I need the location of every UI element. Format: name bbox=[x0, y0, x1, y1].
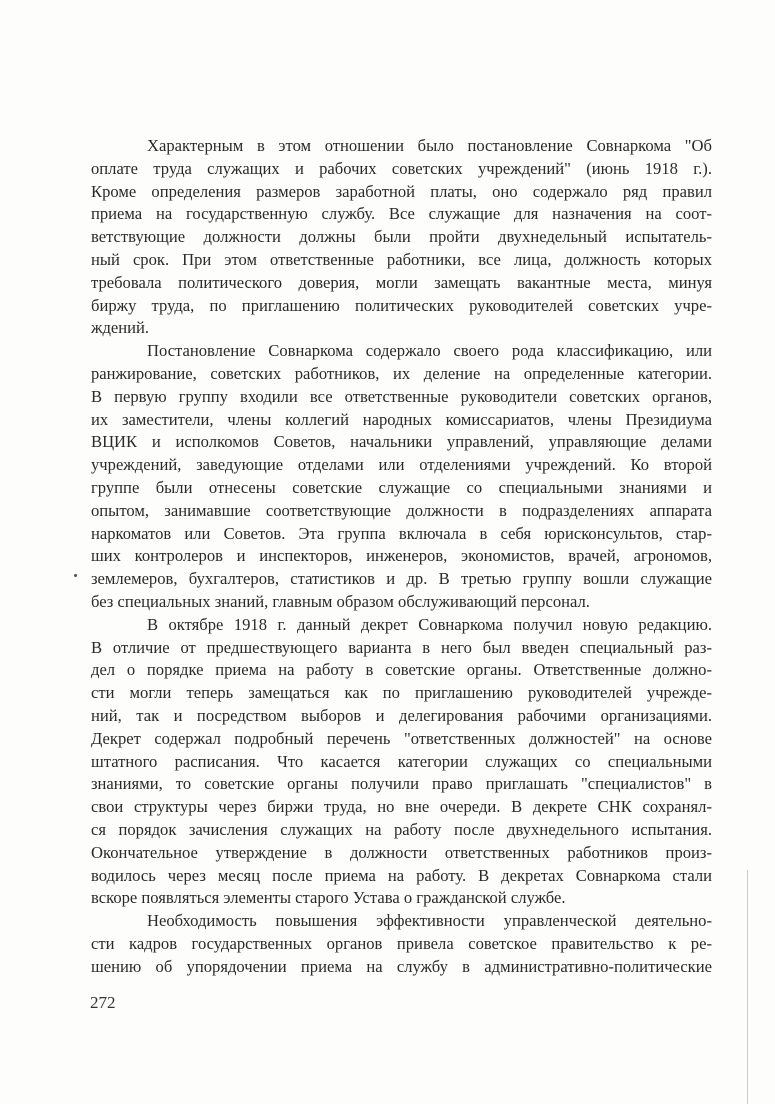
text-line: Необходимость повышения эффективности управленческой деятельно- bbox=[147, 911, 712, 931]
paragraph bbox=[91, 614, 712, 910]
text-line: приема на государственную службу. Все служащие для назначения на соот- bbox=[91, 204, 712, 224]
text-line: группе были отнесены советские служащие со специальными знаниями и bbox=[91, 477, 712, 497]
text-line: сти кадров государственных органов привела советское правительство к ре- bbox=[91, 933, 712, 953]
text-line: Декрет содержал подробный перечень "ответственных должностей" на основе bbox=[91, 728, 712, 748]
text-line: Окончательное утверждение в должности ответственных работников произ- bbox=[91, 842, 712, 862]
text-line: оплате труда служащих и рабочих советских учреждений" (июнь 1918 г.). bbox=[91, 158, 712, 178]
text-line: ВЦИК и исполкомов Советов, начальники управлений, управляющие делами bbox=[91, 432, 712, 452]
text-line: ный срок. При этом ответственные работники, все лица, должность которых bbox=[91, 249, 712, 269]
text-line: шению об упорядочении приема на службу в административно-политические bbox=[91, 956, 712, 976]
scan-edge-line bbox=[747, 870, 748, 1104]
text-line: ний, так и посредством выборов и делегирования рабочими организациями. bbox=[91, 705, 712, 725]
text-line: вскоре появляться элементы старого Устава о гражданской службе. bbox=[91, 888, 566, 908]
text-line: Кроме определения размеров заработной платы, оно содержало ряд правил bbox=[91, 181, 712, 201]
text-line: их заместители, члены коллегий народных комиссариатов, члены Президиума bbox=[91, 409, 712, 429]
text-line: В отличие от предшествующего варианта в него был введен специальный раз- bbox=[91, 637, 712, 657]
paragraph bbox=[91, 910, 712, 978]
text-line: Характерным в этом отношении было постановление Совнаркома "Об bbox=[147, 136, 712, 155]
text-line: без специальных знаний, главным образом обслуживающий персонал. bbox=[91, 591, 590, 611]
text-line: ших контролеров и инспекторов, инженеров, экономистов, врачей, агрономов, bbox=[91, 546, 712, 566]
text-line: ся порядок зачисления служащих на работу после двухнедельного испытания. bbox=[91, 819, 712, 839]
text-line: штатного расписания. Что касается категории служащих со специальными bbox=[91, 751, 712, 771]
text-line: ждений. bbox=[91, 318, 150, 338]
text-line: учреждений, заведующие отделами или отделениями учреждений. Ко второй bbox=[91, 455, 712, 475]
text-line: опытом, занимавшие соответствующие должности в подразделениях аппарата bbox=[91, 500, 712, 520]
text-line: землемеров, бухгалтеров, статистиков и др. В третью группу вошли служащие bbox=[91, 569, 712, 589]
text-line: ранжирование, советских работников, их деление на определенные категории. bbox=[91, 363, 712, 383]
text-line: дел о порядке приема на работу в советские органы. Ответственные должно- bbox=[91, 660, 712, 680]
text-line: В октябре 1918 г. данный декрет Совнаркома получил новую редакцию. bbox=[147, 614, 712, 634]
paragraph bbox=[91, 340, 712, 614]
text-line: В первую группу входили все ответственные руководители советских органов, bbox=[91, 386, 712, 406]
text-line: наркоматов или Советов. Эта группа включала в себя юрисконсультов, стар- bbox=[91, 523, 712, 543]
scan-speck bbox=[74, 574, 77, 577]
text-line: свои структуры через биржи труда, но вне очереди. В декрете СНК сохранял- bbox=[91, 797, 712, 817]
text-line: биржу труда, по приглашению политических руководителей советских учре- bbox=[91, 295, 712, 315]
page-number: 272 bbox=[90, 993, 116, 1012]
text-line: водилось через месяц после приема на работу. В декретах Совнаркома стали bbox=[91, 865, 712, 885]
text-line: Постановление Совнаркома содержало своего рода классификацию, или bbox=[147, 341, 712, 361]
text-line: сти могли теперь замещаться как по приглашению руководителей учрежде- bbox=[91, 683, 712, 703]
text-line: ветствующие должности должны были пройти двухнедельный испытатель- bbox=[91, 227, 712, 247]
body-text bbox=[91, 135, 712, 978]
text-line: знаниями, то советские органы получили право приглашать "специалистов" в bbox=[91, 774, 712, 794]
paragraph bbox=[91, 135, 712, 340]
text-line: требовала политического доверия, могли замещать вакантные места, минуя bbox=[91, 272, 712, 292]
